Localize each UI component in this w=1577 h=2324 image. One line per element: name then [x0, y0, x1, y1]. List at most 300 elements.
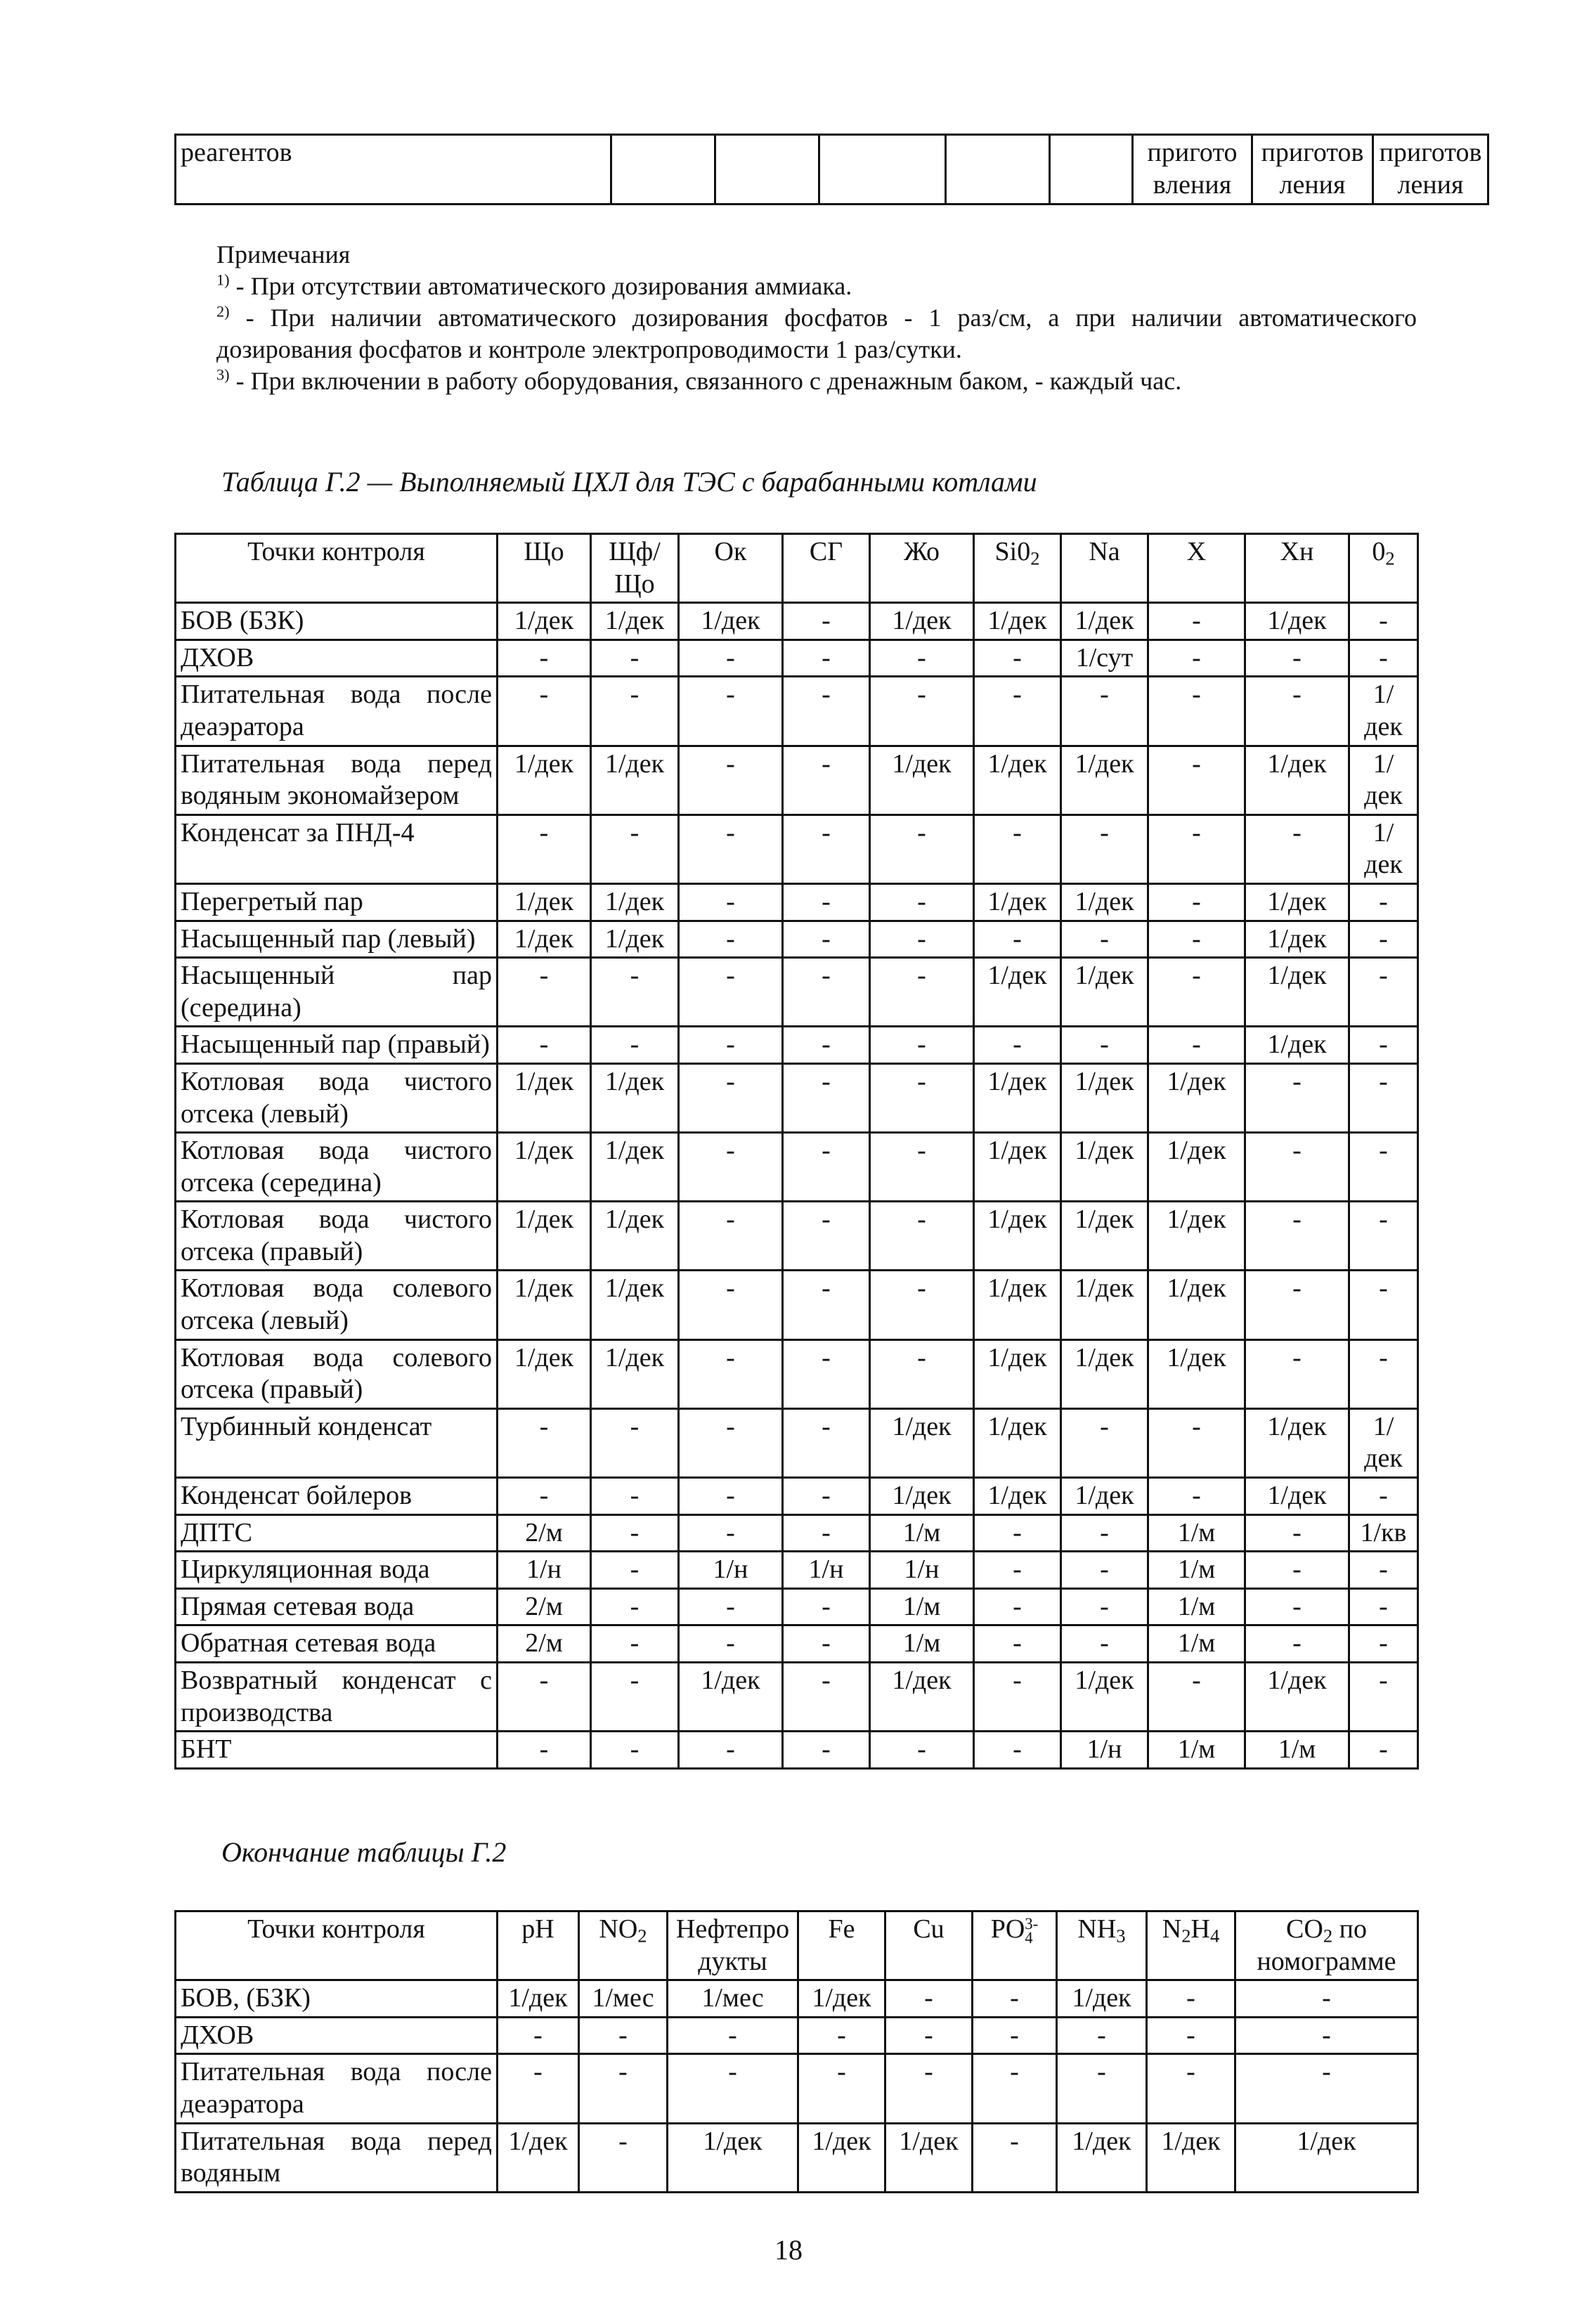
table-cell: 1/дек [498, 1980, 579, 2018]
table-cell: - [783, 1663, 870, 1732]
table-cell: - [591, 1408, 679, 1477]
header-shch-f: Щф/ Що [591, 534, 679, 603]
table-cell: - [679, 1027, 783, 1064]
table-cell: 1/дек [870, 603, 974, 640]
table-cell: 1/н [1061, 1732, 1148, 1769]
table-cell: 1/дек [498, 1202, 591, 1271]
table-cell: 1/дек [591, 883, 679, 921]
table-cell: - [679, 746, 783, 814]
table-cell: - [1147, 2017, 1235, 2054]
row-label: Турбинный конденсат [176, 1408, 498, 1477]
header-no2-sub: 2 [637, 1925, 647, 1947]
table-cell: - [498, 2054, 579, 2123]
header-sg: СГ [783, 534, 870, 603]
table-cell: 1/дек [1245, 958, 1349, 1027]
table-cell: 1/дек [870, 1408, 974, 1477]
header-o2 [1349, 534, 1418, 603]
table-cell: - [1148, 1478, 1245, 1515]
table-cell: - [679, 958, 783, 1027]
table-cell: 1/дек [1061, 1063, 1148, 1132]
table-cell: - [783, 1133, 870, 1202]
table-cell: 1/дек [1147, 2123, 1235, 2192]
header-fe: Fe [798, 1911, 885, 1980]
table-cell: - [885, 1980, 973, 2018]
table-row [176, 1514, 1418, 1552]
top-continuation-table [174, 134, 1489, 205]
note-1 [174, 271, 1417, 302]
table-cell: 1/дек [1061, 746, 1148, 814]
header-n2h4-h-sub: 4 [1209, 1925, 1220, 1947]
table-cell: - [783, 883, 870, 921]
table-cell: - [1057, 2054, 1147, 2123]
table-cell: - [679, 1271, 783, 1339]
table-cell: - [591, 1027, 679, 1064]
table-cell: - [579, 2054, 668, 2123]
table-cell: - [1061, 1027, 1148, 1064]
row-label: Циркуляционная вода [176, 1552, 498, 1589]
table-cell: - [1148, 921, 1245, 958]
table-cell: 1/дек [1148, 1271, 1245, 1339]
table-cell: 1/м [870, 1588, 974, 1625]
row-label: Питательная вода после деаэратора [176, 2054, 498, 2123]
table-cell: - [974, 921, 1061, 958]
table-row [176, 883, 1418, 921]
table-cell: 1/дек [1061, 1663, 1148, 1732]
table-cell: - [870, 1202, 974, 1271]
table-cell: - [783, 746, 870, 814]
table-cell: 1/дек [974, 1133, 1061, 1202]
table-cell [819, 135, 946, 205]
table-cell: - [591, 1663, 679, 1732]
table-cell: - [1147, 2054, 1235, 2123]
row-label: Перегретый пар [176, 883, 498, 921]
row-label: Котловая вода солевого отсека (правый) [176, 1339, 498, 1408]
table-cell: - [679, 883, 783, 921]
table-cell [715, 135, 819, 205]
table-cell: - [679, 1514, 783, 1552]
table-cell: пригото вления [1133, 135, 1252, 205]
table-cell: 1/м [1148, 1732, 1245, 1769]
table-cell: - [1245, 1063, 1349, 1132]
table-cell: 1/дек [1245, 746, 1349, 814]
table-cell: 1/дек [974, 603, 1061, 640]
page-number: 18 [774, 2234, 803, 2266]
cont-table-header-row [176, 1911, 1418, 1980]
table-cell: - [498, 1732, 591, 1769]
header-co2-rest: по номограмме [1257, 1914, 1396, 1976]
table-cell: - [1061, 814, 1148, 883]
header-point: Точки контроля [176, 534, 498, 603]
header-co2 [1235, 1911, 1418, 1980]
table-cell: 1/дек [974, 746, 1061, 814]
table-cell: - [783, 1271, 870, 1339]
table-cell: - [870, 814, 974, 883]
table-cell: 1/дек [1148, 1339, 1245, 1408]
table-cell: - [1245, 1271, 1349, 1339]
table-cell: - [1148, 603, 1245, 640]
header-shch-o: Що [498, 534, 591, 603]
table-cell: - [870, 677, 974, 746]
table-row [176, 1552, 1418, 1589]
row-label: Конденсат за ПНД-4 [176, 814, 498, 883]
header-co2-base: CO [1286, 1914, 1323, 1944]
row-label: Обратная сетевая вода [176, 1625, 498, 1663]
table-cell: - [783, 814, 870, 883]
table-cell: приготов ления [1252, 135, 1373, 205]
table-cell: 1/дек [798, 1980, 885, 2018]
continuation-caption: Окончание таблицы Г.2 [221, 1836, 507, 1868]
table-cell: 1/дек [1245, 883, 1349, 921]
table-cell: 1/дек [498, 2123, 579, 2192]
table-row [176, 1625, 1418, 1663]
table-cell: - [870, 883, 974, 921]
table-cell: - [870, 640, 974, 677]
table-cell: 1/дек [1245, 1027, 1349, 1064]
table-cell: - [1349, 1552, 1418, 1589]
table-cell: - [870, 1271, 974, 1339]
table-cell: 1/дек [498, 1133, 591, 1202]
table-cell: - [798, 2054, 885, 2123]
table-cell: - [798, 2017, 885, 2054]
main-table-header-row [176, 534, 1418, 603]
table-cell: - [1349, 1339, 1418, 1408]
table-cell: 1/дек [498, 1063, 591, 1132]
table-cell: 1/дек [1057, 1980, 1147, 2018]
table-cell: - [974, 640, 1061, 677]
table-cell: - [973, 2123, 1057, 2192]
table-cell: - [1349, 640, 1418, 677]
table-cell: - [885, 2017, 973, 2054]
table-cell: приготов ления [1373, 135, 1488, 205]
table-cell: 1/м [1245, 1732, 1349, 1769]
table-cell: 1/дек [1349, 746, 1418, 814]
table-cell: - [668, 2017, 798, 2054]
table-cell: 1/дек [974, 1478, 1061, 1515]
row-label: Питательная вода после деаэратора [176, 677, 498, 746]
table-cell: - [1245, 1339, 1349, 1408]
header-na: Na [1061, 534, 1148, 603]
table-cell: - [679, 814, 783, 883]
table-cell: 1/дек [870, 1478, 974, 1515]
row-label: Насыщенный пар (середина) [176, 958, 498, 1027]
table-cell: 1/н [870, 1552, 974, 1589]
table-cell: - [974, 1514, 1061, 1552]
header-o2-base: 0 [1372, 537, 1386, 566]
table-cell: - [579, 2123, 668, 2192]
table-cell: - [679, 1625, 783, 1663]
table-cell: 1/дек [591, 1202, 679, 1271]
table-cell: 1/мес [579, 1980, 668, 2018]
table-cell: - [591, 1552, 679, 1589]
table-cell: - [783, 677, 870, 746]
table-cell: - [973, 2017, 1057, 2054]
table-cell: - [591, 1478, 679, 1515]
main-table [174, 533, 1419, 1770]
header-po4-sub: 4 [1025, 1929, 1033, 1947]
table-cell: 1/дек [870, 746, 974, 814]
row-label: БОВ, (БЗК) [176, 1980, 498, 2018]
table-cell: - [591, 1625, 679, 1663]
table-cell: - [668, 2054, 798, 2123]
table-cell: 1/дек [1148, 1202, 1245, 1271]
table-row [176, 2017, 1418, 2054]
header-oil-products: Нефтепро дукты [668, 1911, 798, 1980]
table-cell: - [974, 814, 1061, 883]
table-cell: - [1349, 1478, 1418, 1515]
table-cell: - [1245, 814, 1349, 883]
row-label: Возвратный конденсат с производства [176, 1663, 498, 1732]
table-cell: - [1147, 1980, 1235, 2018]
table-cell: - [498, 2017, 579, 2054]
table-cell: 1/дек [679, 603, 783, 640]
table-cell: - [1349, 1202, 1418, 1271]
table-cell: - [885, 2054, 973, 2123]
table-cell: - [1061, 1588, 1148, 1625]
table-cell: 1/дек [870, 1663, 974, 1732]
table-cell: - [783, 921, 870, 958]
table-cell [946, 135, 1050, 205]
table-cell: - [591, 640, 679, 677]
table-row [176, 603, 1418, 640]
note-1-text: - При отсутствии автоматического дозирования аммиака. [229, 272, 852, 300]
table-cell: 1/дек [498, 883, 591, 921]
header-no2 [579, 1911, 668, 1980]
header-cu: Cu [885, 1911, 973, 1980]
table-cell: 1/дек [1148, 1063, 1245, 1132]
row-label: БОВ (БЗК) [176, 603, 498, 640]
table-cell: - [1148, 746, 1245, 814]
table-cell: - [498, 1663, 591, 1732]
table-cell: 1/дек [591, 603, 679, 640]
table-cell: 1/дек [1148, 1133, 1245, 1202]
row-label: Котловая вода солевого отсека (левый) [176, 1271, 498, 1339]
table-cell: 1/дек [974, 883, 1061, 921]
table-cell [611, 135, 715, 205]
table-row [176, 677, 1418, 746]
table-cell: 1/дек [1057, 2123, 1147, 2192]
table-row [176, 1063, 1418, 1132]
row-label: БНТ [176, 1732, 498, 1769]
row-label: Прямая сетевая вода [176, 1588, 498, 1625]
row-label: Котловая вода чистого отсека (правый) [176, 1202, 498, 1271]
row-label: Питательная вода перед водяным [176, 2123, 498, 2192]
header-n2h4-h: H [1190, 1914, 1210, 1944]
table-cell: - [1245, 1202, 1349, 1271]
header-ph: pH [498, 1911, 579, 1980]
table-cell: 1/сут [1061, 640, 1148, 677]
table-cell: - [1148, 677, 1245, 746]
table-cell: - [591, 677, 679, 746]
header-nh3-sub: 3 [1116, 1925, 1126, 1947]
header-o2-sub: 2 [1385, 547, 1395, 569]
table-cell: 1/дек [974, 1339, 1061, 1408]
table-cell: - [498, 1408, 591, 1477]
table-cell: 1/мес [668, 1980, 798, 2018]
table-cell: 1/м [1148, 1514, 1245, 1552]
table-cell: - [1349, 1133, 1418, 1202]
table-cell: 1/дек [498, 746, 591, 814]
table-cell: 1/дек [974, 1063, 1061, 1132]
table-row [176, 1027, 1418, 1064]
table-cell: 1/дек [974, 1271, 1061, 1339]
table-cell: - [870, 1063, 974, 1132]
table-cell: 2/м [498, 1588, 591, 1625]
table-cell: 1/дек [974, 1408, 1061, 1477]
table-row [176, 1732, 1418, 1769]
table-cell: - [870, 921, 974, 958]
table-cell: 1/м [1148, 1552, 1245, 1589]
row-label: Конденсат бойлеров [176, 1478, 498, 1515]
table-cell: - [1061, 677, 1148, 746]
table-cell: 1/дек [1245, 603, 1349, 640]
table-cell: 1/дек [1349, 1408, 1418, 1477]
note-3-text: - При включении в работу оборудования, связанного с дренажным баком, - каждый час. [229, 367, 1182, 395]
table-cell: - [679, 921, 783, 958]
table-cell: - [1245, 1552, 1349, 1589]
table-cell: 1/дек [1245, 921, 1349, 958]
table-cell: 1/м [870, 1514, 974, 1552]
table-cell: реагентов [176, 135, 611, 205]
table-cell: - [1061, 1408, 1148, 1477]
continuation-table [174, 1910, 1419, 2193]
header-po4-sup: 3- [1025, 1914, 1039, 1933]
table-cell: - [1349, 1732, 1418, 1769]
note-2-text: - При наличии автоматического дозирования фосфатов - 1 раз/см, а при наличии автоматического дозирования фосфатов и контроле электропроводимости 1 раз/сутки. [216, 304, 1417, 363]
notes-block [174, 239, 1417, 397]
table-cell: - [1349, 958, 1418, 1027]
table-cell: 1/дек [885, 2123, 973, 2192]
table-cell: 1/дек [498, 921, 591, 958]
header-sio2-sub: 2 [1030, 547, 1040, 569]
header-point: Точки контроля [176, 1911, 498, 1980]
table-cell: - [498, 958, 591, 1027]
table-cell: - [679, 1133, 783, 1202]
table-cell: - [974, 1732, 1061, 1769]
table-cell: - [1349, 1027, 1418, 1064]
row-label: Насыщенный пар (правый) [176, 1027, 498, 1064]
table-cell: 1/дек [1061, 1271, 1148, 1339]
table-cell: 1/дек [1061, 1133, 1148, 1202]
table-cell: 1/дек [1061, 1202, 1148, 1271]
table-row [176, 746, 1418, 814]
table-cell: - [870, 1339, 974, 1408]
table-cell: 1/дек [974, 958, 1061, 1027]
table-cell: - [679, 1732, 783, 1769]
table-row [176, 1980, 1418, 2018]
note-2-mark: 2) [216, 302, 230, 320]
table-cell: - [591, 1588, 679, 1625]
table-cell: - [591, 1732, 679, 1769]
table-cell: 1/дек [1349, 677, 1418, 746]
table-cell: - [1349, 1063, 1418, 1132]
table-cell: - [679, 1478, 783, 1515]
table-cell: 1/дек [798, 2123, 885, 2192]
table-cell: - [974, 1663, 1061, 1732]
header-no2-base: NO [599, 1914, 638, 1944]
table-cell: 1/дек [591, 1133, 679, 1202]
table-cell: - [973, 1980, 1057, 2018]
table-cell: - [1245, 1133, 1349, 1202]
header-co2-sub: 2 [1323, 1925, 1333, 1947]
table-row [176, 1663, 1418, 1732]
table-cell: - [1148, 1663, 1245, 1732]
row-label: Котловая вода чистого отсека (левый) [176, 1063, 498, 1132]
table-cell: - [498, 677, 591, 746]
table-cell: - [783, 640, 870, 677]
table-cell: 1/дек [591, 1271, 679, 1339]
header-ok: Ок [679, 534, 783, 603]
table-cell: 1/дек [1245, 1408, 1349, 1477]
row-label: Насыщенный пар (левый) [176, 921, 498, 958]
table-cell: - [1148, 814, 1245, 883]
table-cell: - [591, 814, 679, 883]
table-cell: - [1245, 1514, 1349, 1552]
row-label: ДХОВ [176, 640, 498, 677]
table-cell: - [783, 603, 870, 640]
table-row [176, 2123, 1418, 2192]
header-n2h4 [1147, 1911, 1235, 1980]
table-cell: - [783, 1732, 870, 1769]
table-cell: - [1148, 1408, 1245, 1477]
table-cell: - [1148, 958, 1245, 1027]
note-2 [174, 302, 1417, 365]
table-cell: - [1061, 1514, 1148, 1552]
cont-table-body [176, 1980, 1418, 2193]
table-cell: 1/дек [591, 1063, 679, 1132]
header-po4 [973, 1911, 1057, 1980]
table-cell: - [1245, 1588, 1349, 1625]
table-cell: 1/н [679, 1552, 783, 1589]
table-cell: - [1235, 2054, 1418, 2123]
table-cell: 1/дек [498, 603, 591, 640]
header-xn: Хн [1245, 534, 1349, 603]
table-cell: - [1349, 1271, 1418, 1339]
table-cell: - [679, 640, 783, 677]
table-cell: - [974, 1625, 1061, 1663]
table-cell: - [1245, 677, 1349, 746]
note-3 [174, 365, 1417, 397]
table-row [176, 1202, 1418, 1271]
table-cell: - [498, 1027, 591, 1064]
table-row [176, 135, 1488, 205]
table-cell: 1/дек [1061, 603, 1148, 640]
table-cell: 1/дек [498, 1271, 591, 1339]
table-cell: - [1349, 603, 1418, 640]
header-sio2-base: Si0 [994, 537, 1031, 566]
table-cell: 1/н [498, 1552, 591, 1589]
table-cell: - [783, 1588, 870, 1625]
table-cell: 1/м [870, 1625, 974, 1663]
table-cell: - [1061, 921, 1148, 958]
table-cell: 1/дек [1245, 1663, 1349, 1732]
table-cell: - [498, 1478, 591, 1515]
header-zh-o: Жо [870, 534, 974, 603]
table-cell: 1/дек [1061, 1478, 1148, 1515]
header-nh3-base: NH [1077, 1914, 1117, 1944]
table-cell: - [1061, 1552, 1148, 1589]
table-cell: - [591, 1514, 679, 1552]
table-cell: - [1057, 2017, 1147, 2054]
table-cell: 1/м [1148, 1588, 1245, 1625]
table-row [176, 921, 1418, 958]
table-cell: - [1235, 2017, 1418, 2054]
table-cell: - [1349, 1625, 1418, 1663]
header-sio2 [974, 534, 1061, 603]
table-cell: 1/дек [668, 2123, 798, 2192]
table-row [176, 1408, 1418, 1477]
table-cell: - [679, 1588, 783, 1625]
row-label: Питательная вода перед водяным экономайзером [176, 746, 498, 814]
